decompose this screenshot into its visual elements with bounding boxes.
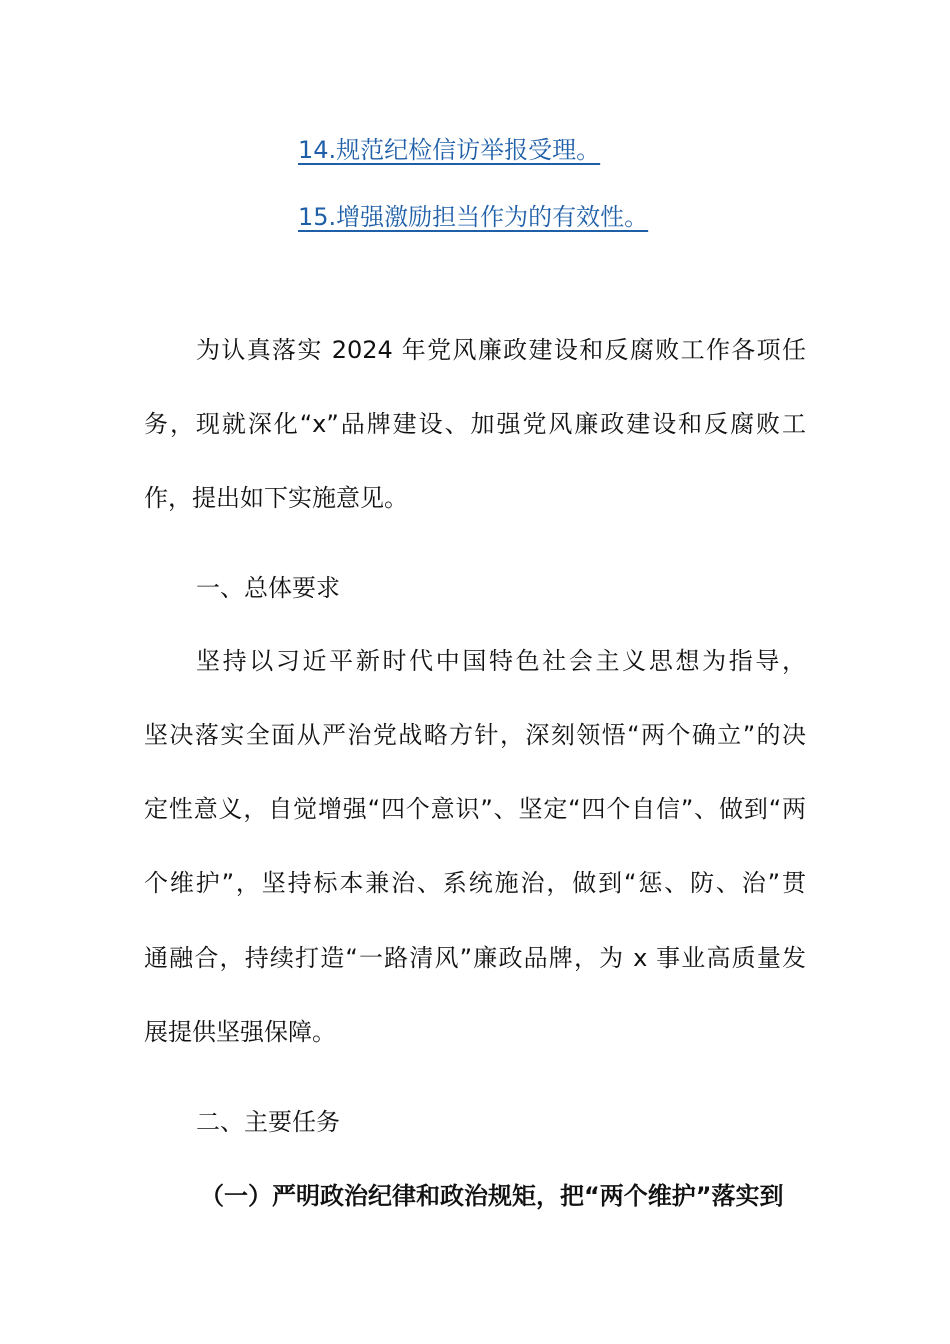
section-heading-main-tasks: 二、主要任务 [196,1108,340,1136]
section1-line-6: 展提供坚强保障。 [144,1018,336,1046]
intro-line-2: 务，现就深化“x”品牌建设、加强党风廉政建设和反腐败工 [144,410,806,438]
section1-line-1: 坚持以习近平新时代中国特色社会主义思想为指导， [196,647,806,675]
section1-line-5: 通融合，持续打造“一路清风”廉政品牌，为 x 事业高质量发 [144,944,806,972]
section-heading-overall-requirements: 一、总体要求 [196,574,340,602]
section1-line-3: 定性意义，自觉增强“四个意识”、坚定“四个自信”、做到“两 [144,795,806,823]
intro-line-3: 作，提出如下实施意见。 [144,484,408,512]
toc-link-14[interactable]: 14.规范纪检信访举报受理。 [298,136,601,164]
subsection-heading-1: （一）严明政治纪律和政治规矩，把“两个维护”落实到 [200,1182,784,1210]
intro-line-1: 为认真落实 2024 年党风廉政建设和反腐败工作各项任 [196,336,806,364]
toc-link-15[interactable]: 15.增强激励担当作为的有效性。 [298,203,649,231]
section1-line-4: 个维护”，坚持标本兼治、系统施治，做到“惩、防、治”贯 [144,869,806,897]
section1-line-2: 坚决落实全面从严治党战略方针，深刻领悟“两个确立”的决 [144,721,806,749]
